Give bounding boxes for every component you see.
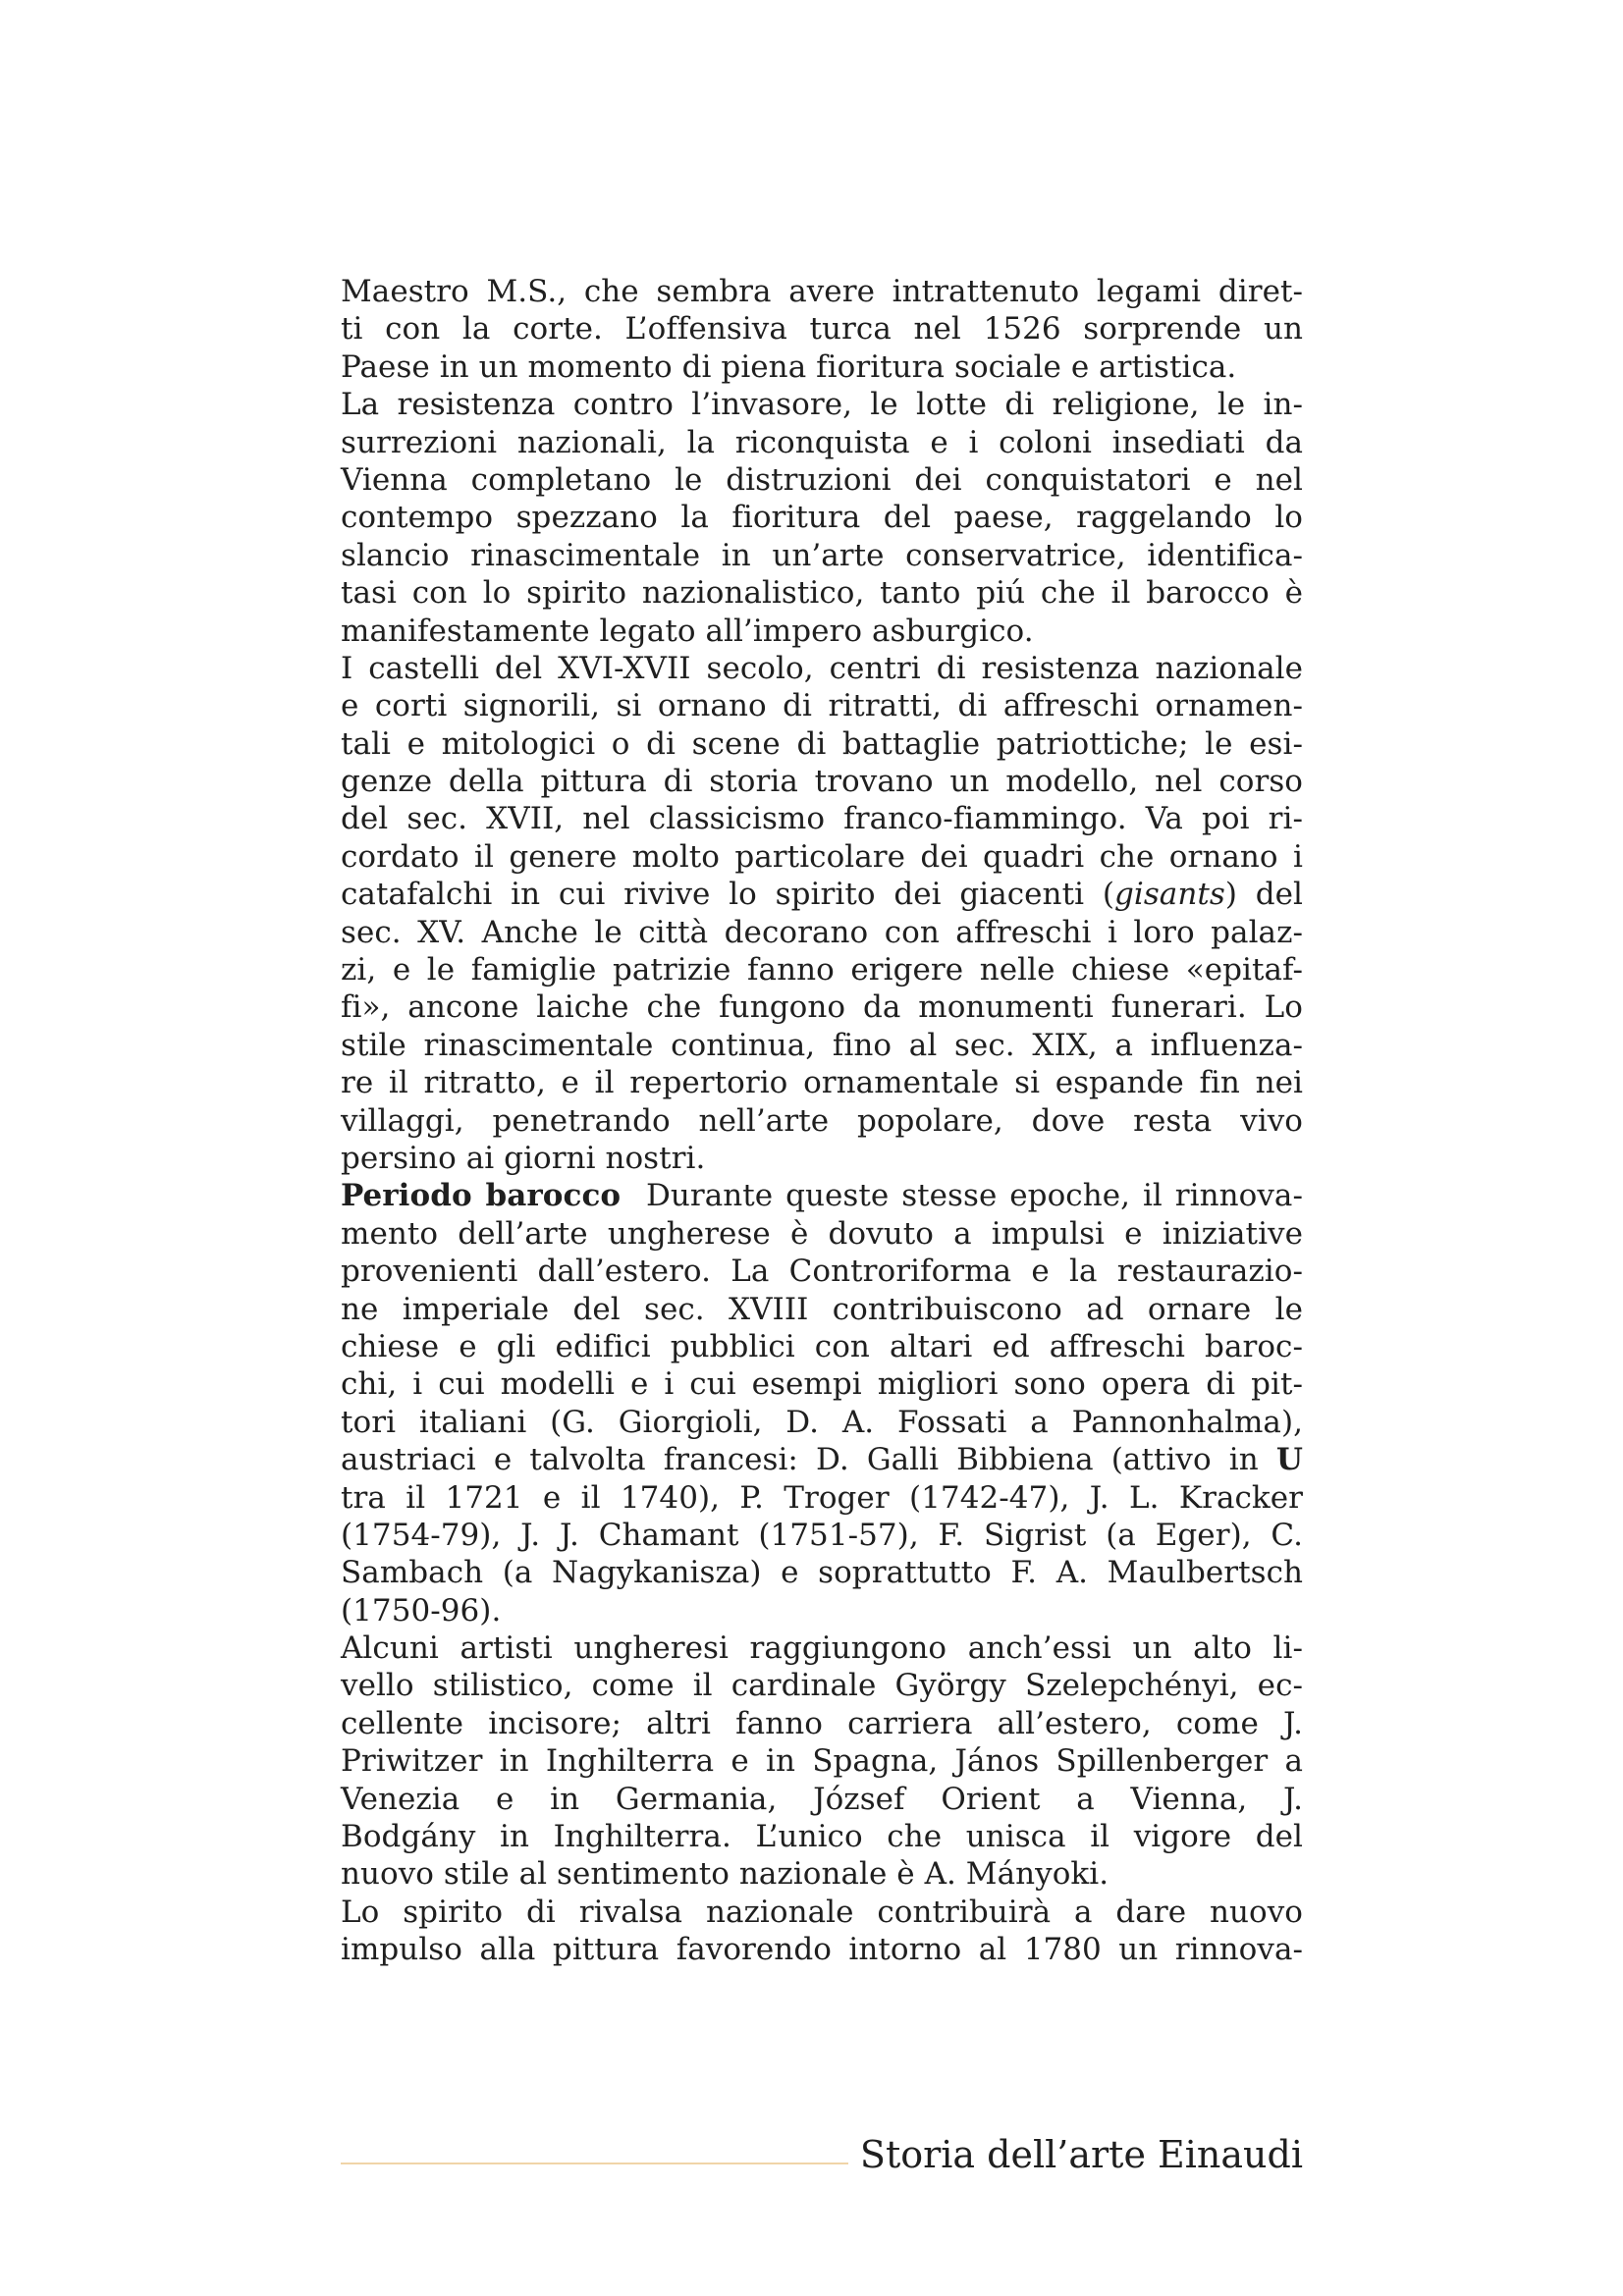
text-run: sec. XV. Anche le città decorano con affreschi i loro palaz-: [341, 914, 1303, 950]
text-line: [341, 800, 1303, 837]
text-run: tra il 1721 e il 1740), P. Troger (1742-47), J. L. Kracker: [341, 1479, 1303, 1516]
text-line: [341, 1291, 1303, 1328]
text-line: [341, 1253, 1303, 1290]
text-line: [341, 1742, 1303, 1780]
text-line: [341, 1894, 1303, 1931]
text-line: [341, 1027, 1303, 1064]
italic-term: gisants: [1113, 877, 1225, 913]
text-line: [341, 1554, 1303, 1591]
text-line: [341, 424, 1303, 461]
text-line: [341, 310, 1303, 347]
text-run: Maestro M.S., che sembra avere intrattenuto legami diret-: [341, 274, 1303, 309]
text-line: [341, 574, 1303, 612]
text-run: stile rinascimentale continua, fino al sec. XIX, a influenza-: [341, 1027, 1303, 1063]
section-heading: Periodo barocco: [341, 1178, 622, 1214]
text-run: catafalchi in cui rivive lo spirito dei giacenti (: [341, 877, 1114, 913]
text-line: [341, 1215, 1303, 1253]
text-line: [341, 951, 1303, 988]
text-run: tori italiani (G. Giorgioli, D. A. Fossati a Pannonhalma),: [341, 1404, 1303, 1440]
text-run: ne imperiale del sec. XVIII contribuiscono ad ornare le: [341, 1291, 1303, 1327]
text-run: impulso alla pittura favorendo intorno al 1780 un rinnova-: [341, 1932, 1303, 1968]
text-line: [341, 1328, 1303, 1365]
text-run: (1750-96).: [341, 1592, 502, 1629]
text-run: genze della pittura di storia trovano un modello, nel corso: [341, 764, 1303, 800]
text-run: La resistenza contro l’invasore, le lotte di religione, le in-: [341, 387, 1303, 423]
text-line: [341, 1441, 1303, 1478]
text-line: [341, 537, 1303, 574]
text-run: chiese e gli edifici pubblici con altari ed affreschi baroc-: [341, 1328, 1303, 1364]
text-run: vello stilistico, come il cardinale György Szelepchényi, ec-: [341, 1668, 1303, 1704]
text-line: [341, 1667, 1303, 1704]
text-run: cellente incisore; altri fanno carriera all’estero, come J.: [341, 1705, 1303, 1741]
text-line: [341, 1177, 1303, 1214]
text-run: Alcuni artisti ungheresi raggiungono anch’essi un alto li-: [341, 1630, 1303, 1667]
text-run: tasi con lo spirito nazionalistico, tanto piú che il barocco è: [341, 575, 1303, 612]
text-line: [341, 499, 1303, 536]
text-line: [341, 687, 1303, 724]
text-line: [341, 1818, 1303, 1855]
text-line: [341, 988, 1303, 1026]
text-line: [341, 1629, 1303, 1667]
text-line: [341, 1592, 1303, 1629]
text-line: [341, 650, 1303, 687]
text-run: manifestamente legato all’impero asburgico.: [341, 613, 1034, 649]
footer-rule: [341, 2163, 848, 2164]
text-line: [341, 1102, 1303, 1140]
text-run: Sambach (a Nagykanisza) e soprattutto F. A. Maulbertsch: [341, 1555, 1303, 1591]
text-run: del sec. XVII, nel classicismo franco-fiammingo. Va poi ri-: [341, 801, 1303, 837]
text-line: [341, 838, 1303, 876]
text-run: e corti signorili, si ornano di ritratti, di affreschi ornamen-: [341, 688, 1303, 724]
text-run: villaggi, penetrando nell’arte popolare, dove resta vivo: [341, 1102, 1303, 1139]
text-line: [341, 763, 1303, 800]
text-line: [341, 876, 1303, 913]
text-run: Paese in un momento di piena fioritura sociale e artistica.: [341, 348, 1237, 385]
text-run: ti con la corte. L’offensiva turca nel 1526 sorprende un: [341, 311, 1303, 347]
text-line: [341, 1931, 1303, 1968]
text-line: [341, 386, 1303, 423]
text-line: [341, 273, 1303, 310]
text-run: slancio rinascimentale in un’arte conservatrice, identifica-: [341, 537, 1303, 573]
text-run: Bodgány in Inghilterra. L’unico che unisca il vigore del: [341, 1819, 1303, 1855]
text-line: [341, 1517, 1303, 1554]
text-run: contempo spezzano la fioritura del paese, raggelando lo: [341, 500, 1303, 536]
text-line: [341, 725, 1303, 763]
text-run: Priwitzer in Inghilterra e in Spagna, János Spillenberger a: [341, 1743, 1303, 1780]
body-text: [341, 273, 1303, 1969]
text-line: [341, 461, 1303, 499]
text-line: [341, 1855, 1303, 1893]
text-line: [341, 613, 1303, 650]
text-line: [341, 1705, 1303, 1742]
text-run: Durante queste stesse epoche, il rinnova-: [621, 1178, 1303, 1214]
text-run: mento dell’arte ungherese è dovuto a impulsi e iniziative: [341, 1215, 1303, 1252]
text-run: I castelli del XVI-XVII secolo, centri di resistenza nazionale: [341, 650, 1303, 686]
text-run: zi, e le famiglie patrizie fanno erigere nelle chiese «epitaf-: [341, 952, 1303, 988]
text-run: austriaci e talvolta francesi: D. Galli Bibbiena (attivo in: [341, 1442, 1276, 1478]
bold-term: U: [1275, 1442, 1303, 1478]
text-run: persino ai giorni nostri.: [341, 1140, 706, 1176]
text-line: [341, 348, 1303, 386]
text-run: surrezioni nazionali, la riconquista e i coloni insediati da: [341, 424, 1303, 460]
text-line: [341, 1479, 1303, 1517]
text-run: nuovo stile al sentimento nazionale è A. Mányoki.: [341, 1856, 1109, 1893]
text-run: Lo spirito di rivalsa nazionale contribuirà a dare nuovo: [341, 1894, 1303, 1930]
text-line: [341, 1404, 1303, 1441]
text-run: tali e mitologici o di scene di battaglie patriottiche; le esi-: [341, 725, 1303, 762]
text-run: chi, i cui modelli e i cui esempi migliori sono opera di pit-: [341, 1366, 1303, 1403]
footer-title: Storia dell’arte Einaudi: [859, 2133, 1303, 2176]
text-run: Vienna completano le distruzioni dei conquistatori e nel: [341, 461, 1303, 498]
text-line: [341, 1064, 1303, 1101]
text-run: (1754-79), J. J. Chamant (1751-57), F. Sigrist (a Eger), C.: [341, 1517, 1303, 1553]
text-run: fi», ancone laiche che fungono da monumenti funerari. Lo: [341, 989, 1303, 1026]
text-run: Venezia e in Germania, József Orient a Vienna, J.: [341, 1781, 1303, 1817]
text-line: [341, 1365, 1303, 1403]
text-run: provenienti dall’estero. La Controriforma e la restaurazio-: [341, 1254, 1303, 1290]
text-run: cordato il genere molto particolare dei quadri che ornano i: [341, 838, 1303, 875]
text-line: [341, 1140, 1303, 1177]
text-line: [341, 1781, 1303, 1818]
text-run: re il ritratto, e il repertorio ornamentale si espande fin nei: [341, 1065, 1303, 1101]
text-run: ) del: [1224, 877, 1303, 913]
text-line: [341, 914, 1303, 951]
